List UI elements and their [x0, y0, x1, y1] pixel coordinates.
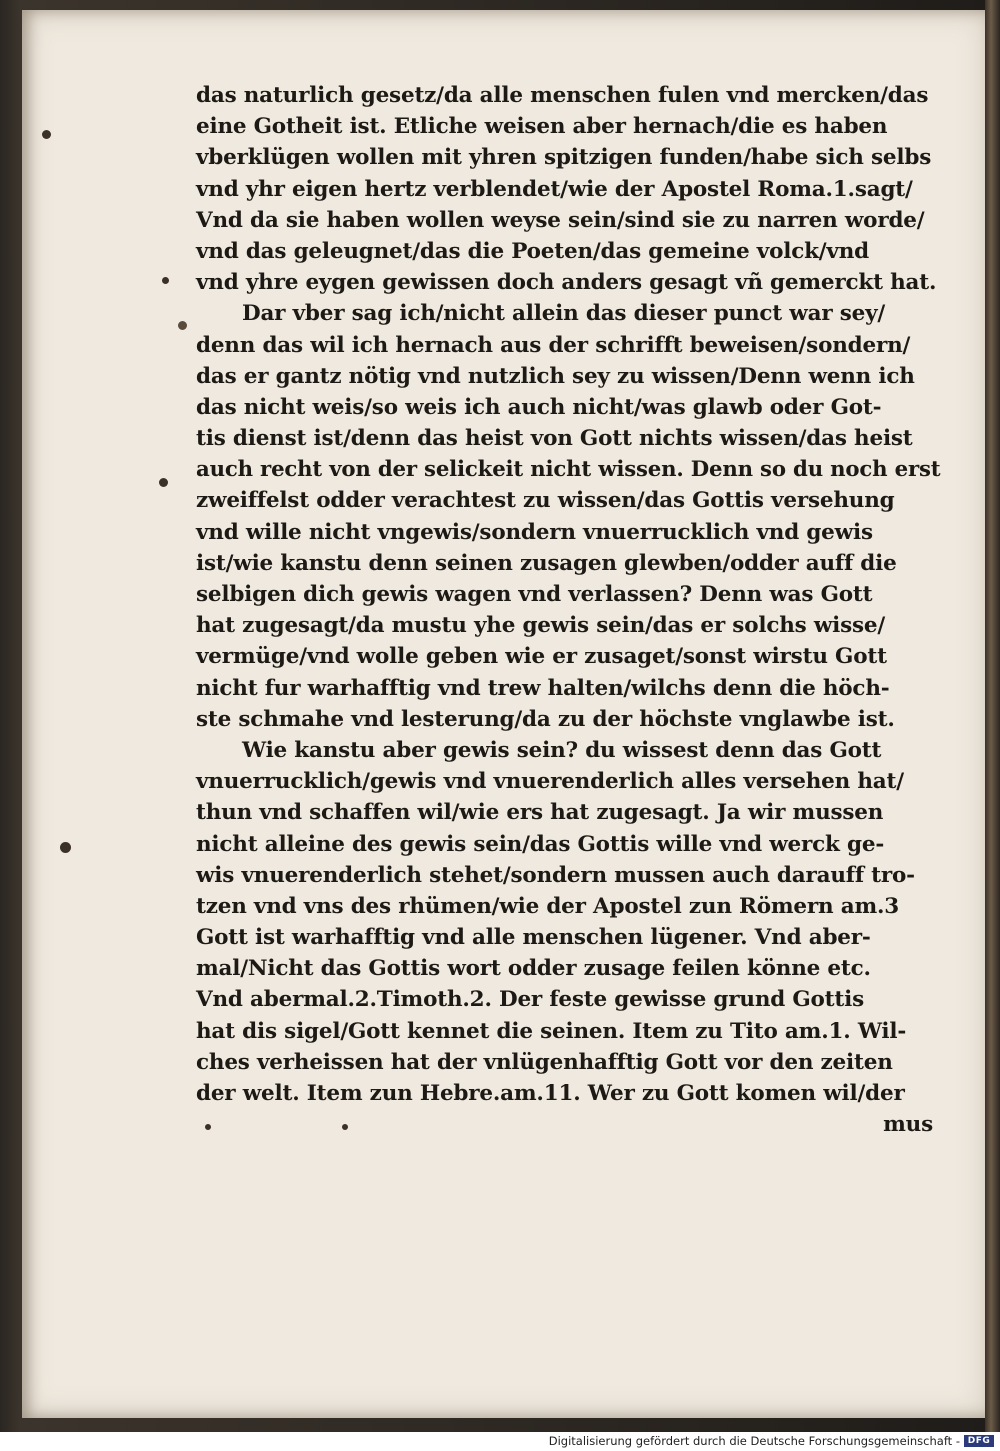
- text-line: thun vnd schaffen wil/wie ers hat zugesagt. Ja wir mussen: [196, 800, 884, 826]
- catchword: mus: [883, 1112, 933, 1138]
- text-line: auch recht von der selickeit nicht wissen. Denn so du noch erst: [196, 457, 941, 483]
- ink-spot: [162, 277, 169, 284]
- text-line: tzen vnd vns des rhümen/wie der Apostel zun Römern am.3: [196, 893, 900, 919]
- text-line: tis dienst ist/denn das heist von Gott nichts wissen/das heist: [196, 426, 913, 452]
- text-line: Vnd da sie haben wollen weyse sein/sind sie zu narren worde/: [196, 207, 925, 233]
- text-line: vermüge/vnd wolle geben wie er zusaget/sonst wirstu Gott: [196, 644, 887, 670]
- text-line: selbigen dich gewis wagen vnd verlassen? Denn was Gott: [196, 582, 873, 607]
- page-edge: [985, 0, 1000, 1432]
- text-line: nicht fur warhafftig vnd trew halten/wilchs denn die höch-: [196, 675, 890, 701]
- ink-spot: [42, 130, 51, 139]
- text-line: Dar vber sag ich/nicht allein das dieser punct war sey/: [242, 301, 886, 327]
- text-line: hat zugesagt/da mustu yhe gewis sein/das er solchs wisse/: [196, 613, 886, 639]
- funding-credit: Digitalisierung gefördert durch die Deutsche Forschungsgemeinschaft -: [548, 1434, 960, 1448]
- text-line: der welt. Item zun Hebre.am.11. Wer zu Gott komen wil/der: [196, 1081, 905, 1106]
- ink-spot: [159, 478, 168, 487]
- text-line: Wie kanstu aber gewis sein? du wissest denn das Gott: [242, 737, 882, 763]
- text-line: das naturlich gesetz/da alle menschen fulen vnd mercken/das: [196, 83, 929, 108]
- dfg-logo: DFG: [964, 1435, 994, 1447]
- text-line: zweiffelst odder verachtest zu wissen/das Gottis versehung: [196, 488, 895, 514]
- text-line: eine Gotheit ist. Etliche weisen aber hernach/die es haben: [196, 114, 888, 140]
- text-line: mal/Nicht das Gottis wort odder zusage feilen könne etc.: [196, 956, 871, 982]
- text-line: ist/wie kanstu denn seinen zusagen glewben/odder auff die: [196, 550, 897, 576]
- text-line: vnd wille nicht vngewis/sondern vnuerrucklich vnd gewis: [196, 519, 873, 545]
- ink-spot: [60, 842, 71, 853]
- ink-spot: [178, 321, 187, 330]
- text-line: vberklügen wollen mit yhren spitzigen funden/habe sich selbs: [196, 145, 932, 171]
- text-line: Vnd abermal.2.Timoth.2. Der feste gewisse grund Gottis: [196, 987, 865, 1013]
- text-line: vnd yhr eigen hertz verblendet/wie der Apostel Roma.1.sagt/: [196, 176, 913, 202]
- text-line: vnd das geleugnet/das die Poeten/das gemeine volck/vnd: [196, 238, 869, 264]
- text-line: ches verheissen hat der vnlügenhafftig Gott vor den zeiten: [196, 1049, 893, 1075]
- text-line: vnd yhre eygen gewissen doch anders gesagt vñ gemerckt hat.: [196, 270, 937, 296]
- footer-bar: [0, 1432, 1000, 1451]
- text-line: hat dis sigel/Gott kennet die seinen. Item zu Tito am.1. Wil-: [196, 1018, 907, 1044]
- text-block: [196, 80, 941, 1140]
- text-line: Gott ist warhafftig vnd alle menschen lügener. Vnd aber-: [196, 925, 871, 951]
- text-line: wis vnuerenderlich stehet/sondern mussen auch darauff tro-: [196, 862, 915, 888]
- text-line: vnuerrucklich/gewis vnd vnuerenderlich alles versehen hat/: [196, 769, 904, 795]
- text-line: das nicht weis/so weis ich auch nicht/was glawb oder Got-: [196, 394, 882, 420]
- text-line: ste schmahe vnd lesterung/da zu der höchste vnglawbe ist.: [196, 706, 895, 732]
- text-line: denn das wil ich hernach aus der schrifft beweisen/sondern/: [196, 332, 911, 358]
- text-line: nicht alleine des gewis sein/das Gottis wille vnd werck ge-: [196, 831, 885, 857]
- text-line: das er gantz nötig vnd nutzlich sey zu wissen/Denn wenn ich: [196, 363, 915, 389]
